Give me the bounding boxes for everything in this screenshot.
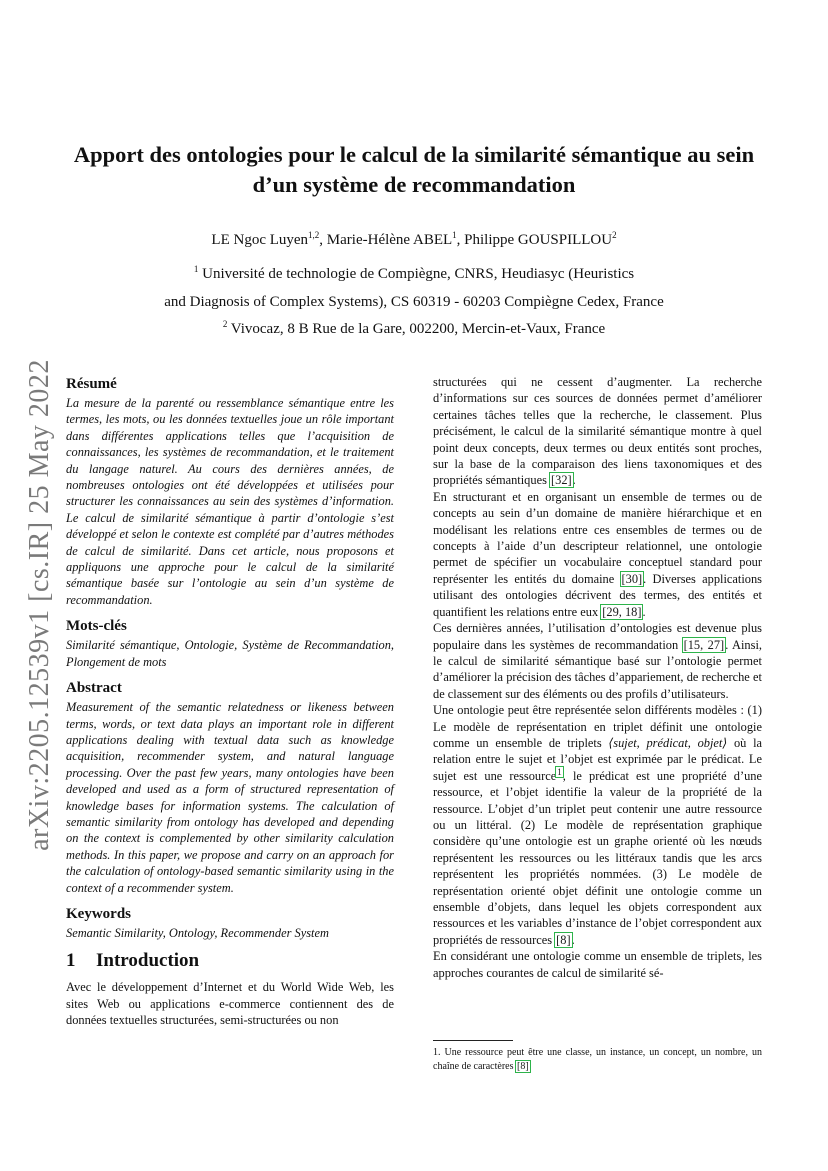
intro-paragraph-4: [433, 620, 762, 702]
paragraph-text: . Diverses applications utilisant des ontologies décrivent des termes, des entités et quantifient les relations entre eux: [433, 571, 762, 619]
paragraph-text: où la relation entre le sujet et l’objet est exprimée par le prédicat. Le sujet est une ressource: [433, 735, 763, 783]
footnote-ref-link[interactable]: 1: [557, 766, 562, 777]
citation-link[interactable]: [29, 18]: [602, 604, 642, 619]
intro-paragraph-2: [433, 374, 762, 489]
motscles-section: [66, 616, 394, 670]
keywords-heading: Keywords: [66, 905, 131, 922]
keywords-text: Semantic Similarity, Ontology, Recommender System: [66, 925, 329, 940]
citation-link[interactable]: [8]: [556, 932, 571, 947]
affiliation-2-text: Vivocaz, 8 B Rue de la Gare, 002200, Mercin-et-Vaux, France: [230, 321, 606, 337]
citation-link[interactable]: [15, 27]: [683, 637, 725, 652]
citation-link[interactable]: [8]: [517, 1061, 529, 1072]
intro-paragraph-6: En considérant une ontologie comme un ensemble de triplets, les approches courantes de calcul de similarité sé-: [433, 949, 762, 980]
author-1: LE Ngoc Luyen: [211, 232, 309, 248]
intro-paragraph-5: [433, 702, 762, 948]
affiliation-2: [60, 319, 768, 339]
affiliation-2-marker: 2: [222, 319, 228, 329]
left-column: [66, 374, 394, 1029]
arxiv-id-text: arXiv:2205.12539v1 [cs.IR] 25 May 2022: [24, 359, 56, 851]
paper-title: Apport des ontologies pour le calcul de la similarité sémantique au sein d’un système de recommandation: [73, 142, 755, 197]
author-2: , Marie-Hélène ABEL: [319, 232, 453, 248]
paragraph-text: .: [572, 473, 576, 488]
keywords-section: [66, 904, 394, 941]
paragraph-text: En structurant et en organisant un ensemble de termes ou de concepts au sein d’un domaine de manière hiérarchique et en modélisant les relations entre ces ensembles de termes ou de concepts à l’aide d’un descripteur relationnel, une ontologie permet de spécifier un vocabulaire conceptuel standard pour représenter les entités du domaine: [433, 489, 762, 586]
citation-link[interactable]: [32]: [551, 473, 572, 488]
paragraph-text: Ces dernières années, l’utilisation d’ontologies est devenue plus populaire dans les systèmes de recommandation: [433, 621, 762, 652]
author-3-affil: 2: [612, 230, 617, 240]
affiliation-1-marker: 1: [193, 264, 199, 274]
intro-paragraph-1: Avec le développement d’Internet et du World Wide Web, les sites Web ou applications e-commerce contiennent des de données textuelles structurées, semi-structurées ou non: [66, 980, 394, 1028]
resume-section: [66, 374, 394, 608]
motscles-text: Similarité sémantique, Ontologie, Système de Recommandation, Plongement de mots: [66, 638, 394, 669]
affiliation-1-line-1: [60, 264, 768, 284]
abstract-heading: Abstract: [66, 680, 122, 697]
footnote-1: [433, 1046, 762, 1074]
paragraph-text: .: [571, 932, 575, 947]
author-1-affil: 1,2: [308, 230, 320, 240]
affiliation-1-line-2: and Diagnosis of Complex Systems), CS 60319 - 60203 Compiègne Cedex, France: [164, 294, 664, 310]
arxiv-identifier-stamp: [20, 360, 60, 850]
author-list: [60, 230, 768, 250]
section-number: 1: [66, 950, 76, 972]
footnote-divider: [433, 1040, 513, 1041]
right-column: [433, 374, 762, 981]
paragraph-text: .: [642, 604, 646, 619]
footnote-text: 1. Une ressource peut être une classe, un instance, un concept, un nombre, un chaîne de caractères: [433, 1047, 762, 1072]
paragraph-text: , le prédicat est une propriété d’une ressource, et l’objet identifie la valeur de la propriété de la ressource. L’objet d’un triplet peut contenir une autre ressource ou un littéral. (2) Le modèle de représentation graphique considère qu’une ontologie est un graphe orienté où les nœuds représentent les ressources ou les littéraux tandis que les arcs représentent les propriétés nommées. (3) Le modèle de représentation orienté objet définit une ontologie comme un ensemble d’objets, dans lequel les objets correspondent aux ressources et les variables d’instance de l’objet correspondent aux propriétés de ressources: [433, 768, 762, 947]
intro-paragraph-3: [433, 489, 762, 620]
section-title: Introduction: [96, 950, 200, 972]
paragraph-text: structurées qui ne cessent d’augmenter. La recherche d’informations sur ces sources de données permet d’améliorer certaines tâches telles que la recherche, le classement. Plus précisément, le calcul de la similarité sémantique montre à quel point deux concepts, deux termes ou deux entités sont proches, sur la base de la comparaison des liens taxonomiques et des propriétés sémantiques: [433, 375, 762, 488]
paragraph-text: Une ontologie peut être représentée selon différents modèles : (1) Le modèle de représentation en triplet définit une ontologie comme un ensemble de triplets: [433, 703, 762, 750]
triplet-notation: ⟨sujet, prédicat, objet⟩: [608, 735, 728, 750]
motscles-heading: Mots-clés: [66, 618, 127, 635]
affiliation-1-text-a: Université de technologie de Compiègne, CNRS, Heudiasyc (Heuristics: [202, 266, 635, 282]
citation-link[interactable]: [30]: [621, 571, 643, 586]
resume-heading: Résumé: [66, 376, 117, 392]
abstract-section: [66, 678, 394, 896]
introduction-heading: [66, 949, 394, 973]
author-2-affil: 1: [452, 230, 457, 240]
paragraph-text: . Ainsi, le calcul de similarité sémantique basé sur l’ontologie permet d’améliorer la précision des tâches d’appariement, de recherche et de classement sur des éléments ou des profils d’utilisateurs.: [433, 637, 762, 701]
resume-text: La mesure de la parenté ou ressemblance sémantique entre les termes, les mots, ou les données textuelles joue un rôle important dans différentes applications telles que l’acquisition de connaissances, les systèmes de recommandation, et le traitement du langage naturel. Au cours des dernières années, de nombreuses ontologies ont été développées et utilisées pour structurer les connaissances au sein des systèmes d’information. Le calcul de similarité sémantique à partir d’ontologie s’est développé et selon le contexte est complété par d’autres méthodes de calcul de similarité. Dans cet article, nous proposons et appliquons une approche pour le calcul de la similarité sémantique basée sur l’ontologie au sein d’un système de recommandation.: [66, 396, 394, 607]
author-3: , Philippe GOUSPILLOU: [456, 232, 613, 248]
abstract-text: Measurement of the semantic relatedness or likeness between terms, words, or text data plays an important role in different applications dealing with textual data such as knowledge acquisition, recommender system, and natural language processing. Over the past few years, many ontologies have been developed and used as a form of structured representation of knowledge bases for information systems. The calculation of semantic similarity from ontology has developed and depending on the context is complemented by other similarity calculation methods. In this paper, we propose and carry on an approach for the calculation of ontology-based semantic similarity using in the context of a recommender system.: [66, 700, 394, 895]
